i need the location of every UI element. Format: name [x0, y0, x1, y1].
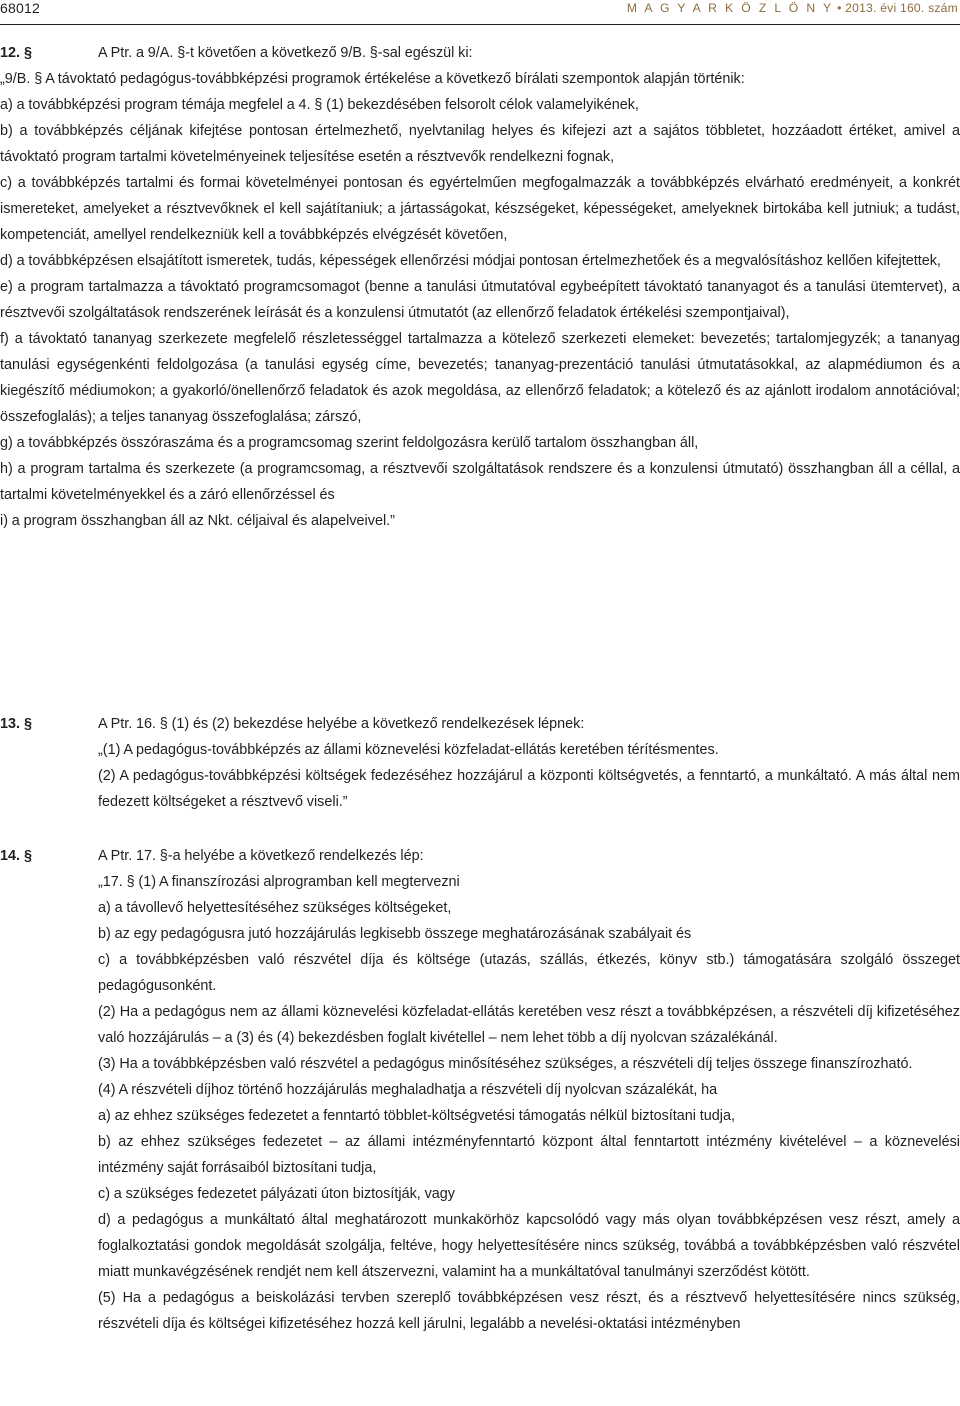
paragraph: (4) A részvételi díjhoz történő hozzájárulás meghaladhatja a részvételi díj nyolcvan százalékát, ha: [98, 1082, 718, 1098]
paragraph: h) a program tartalma és szerkezete (a programcsomag, a résztvevői szolgáltatások rendszere és a konzulensi útmutató) összhangban áll a céllal, a tartalmi követelményekkel és a záró ellenőrzéssel és: [0, 461, 960, 503]
paragraph: „17. § (1) A finanszírozási alprogramban kell megtervezni: [98, 874, 460, 890]
section-intro: A Ptr. 17. §-a helyébe a következő rendelkezés lép:: [98, 848, 424, 864]
page-header: [0, 0, 960, 22]
running-head: [627, 0, 958, 16]
paragraph: c) a továbbképzésben való részvétel díja és költsége (utazás, szállás, étkezés, könyv stb.) támogatására szolgáló összeget pedagógusonként.: [98, 952, 960, 994]
paragraph: b) az egy pedagógusra jutó hozzájárulás legkisebb összege meghatározásának szabályait és: [98, 926, 692, 942]
paragraph: b) az ehhez szükséges fedezetet – az állami intézményfenntartó központ által fenntartott intézmény kivételével – a köznevelési intézmény saját forrásaiból biztosítani tudja,: [98, 1134, 960, 1176]
paragraph: c) a szükséges fedezetet pályázati úton biztosítják, vagy: [98, 1186, 455, 1202]
paragraph: e) a program tartalmazza a távoktató programcsomagot (benne a tanulási útmutatóval egybeépített távoktató tananyagot és a tanulási ütemtervet), a résztvevői szolgáltatások rendszerének leírását és a konzulensi útmutatót (az ellenőrző feladatok értékelési szempontjaival),: [0, 279, 960, 321]
paragraph: (3) Ha a továbbképzésben való részvétel a pedagógus minősítéséhez szükséges, a részvételi díj teljes összege finanszírozható.: [98, 1056, 913, 1072]
paragraph: (5) Ha a pedagógus a beiskolázási tervben szereplő továbbképzésen vesz részt, és a résztvevő helyettesítésére nincs szükség, részvételi díja és költségei kifizetéséhez hozzá kell járulni, legalább a nevelési-oktatási intézményben: [98, 1290, 960, 1332]
section-body: [98, 843, 960, 1337]
paragraph: „9/B. § A távoktató pedagógus-továbbképzési programok értékelése a következő bírálati szempontok alapján történik:: [0, 71, 745, 87]
quoted-text: [0, 66, 960, 534]
paragraph: a) a távollevő helyettesítéséhez szükséges költségeket,: [98, 900, 452, 916]
section-number: 12. §: [0, 45, 33, 61]
paragraph: f) a távoktató tananyag szerkezete megfelelő részletességgel tartalmazza a kötelező szerkezeti elemeket: bevezetés; tartalomjegyzék; a tananyag tanulási egységenkénti feldolgozása (a tanulási egység címe, bevezetés; tananyag-prezentáció tanulási útmutatásokkal, az alapmédiumon és a kiegészítő médiumokon; a gyakorló/önellenőrző feladatok és azok megoldása, az ellenőrző feladatok; a kötelező és az ajánlott irodalom annotációval; összefoglalás); a teljes tananyag összefoglalása; zárszó,: [0, 331, 960, 425]
header-rule: [0, 24, 960, 25]
page-number: 68012: [0, 0, 40, 16]
paragraph: d) a pedagógus a munkáltató által meghatározott munkakörhöz kapcsolódó vagy más olyan továbbképzésen vesz részt, amely a foglalkoztatási gondok megoldását szolgálja, feltéve, hogy helyettesítésére nincs szükség, továbbá a továbbképzésben való részvétel miatt munkavégzésének rendjét nem kell átszervezni, valamint ha a munkáltatóval tanulmányi szerződést kötött.: [98, 1212, 960, 1280]
journal-title: M A G Y A R K Ö Z L Ö N Y: [626, 1, 834, 15]
section-intro: A Ptr. 16. § (1) és (2) bekezdése helyébe a következő rendelkezések lépnek:: [98, 716, 585, 732]
paragraph: a) az ehhez szükséges fedezetet a fenntartó többlet-költségvetési támogatás nélkül biztosítani tudja,: [98, 1108, 735, 1124]
paragraph: g) a továbbképzés összóraszáma és a programcsomag szerint feldolgozásra kerülő tartalom összhangban áll,: [0, 435, 699, 451]
section-intro: A Ptr. a 9/A. §-t követően a következő 9/B. §-sal egészül ki:: [98, 45, 473, 61]
issue-label: • 2013. évi 160. szám: [833, 1, 958, 15]
paragraph: d) a továbbképzésen elsajátított ismeretek, tudás, képességek ellenőrzési módjai pontosan értelmezhetőek és a megvalósításhoz kellően kifejtettek,: [0, 253, 941, 269]
section-number: 13. §: [0, 716, 33, 732]
paragraph: „(1) A pedagógus-továbbképzés az állami köznevelési közfeladat-ellátás keretében térítésmentes.: [98, 742, 719, 758]
section-number: 14. §: [0, 848, 33, 864]
paragraph: c) a továbbképzés tartalmi és formai követelményei pontosan és egyértelműen megfogalmazzák a továbbképzés elvárható eredményeit, a konkrét ismereteket, amelyeket a résztvevőknek el kell sajátítaniuk; a jártasságokat, készségeket, képességeket, amelyeknek birtokába kell jutniuk; a tudást, kompetenciát, amellyel rendelkezniük kell a továbbképzés elvégzését követően,: [0, 175, 960, 243]
paragraph: a) a továbbképzési program témája megfelel a 4. § (1) bekezdésében felsorolt célok valamelyikének,: [0, 97, 639, 113]
paragraph: b) a továbbképzés céljának kifejtése pontosan értelmezhető, nyelvtanilag helyes és kifejezi azt a sajátos többletet, hozzáadott értéket, amivel a távoktató program tartalmi követelményeinek teljesítése esetén a résztvevők rendelkezni fognak,: [0, 123, 960, 165]
section-body: [98, 711, 960, 815]
paragraph: (2) Ha a pedagógus nem az állami köznevelési közfeladat-ellátás keretében vesz részt a továbbképzésen, a részvételi díj kifizetéséhez való hozzájárulás – a (3) és (4) bekezdésben foglalt kivétellel – nem lehet több a díj nyolcvan százalékánál.: [98, 1004, 960, 1046]
paragraph: (2) A pedagógus-továbbképzési költségek fedezéséhez hozzájárul a központi költségvetés, a fenntartó, a munkáltató. A más által nem fedezett költségeket a résztvevő viseli.”: [98, 768, 960, 810]
paragraph: i) a program összhangban áll az Nkt. céljaival és alapelveivel.”: [0, 513, 395, 529]
